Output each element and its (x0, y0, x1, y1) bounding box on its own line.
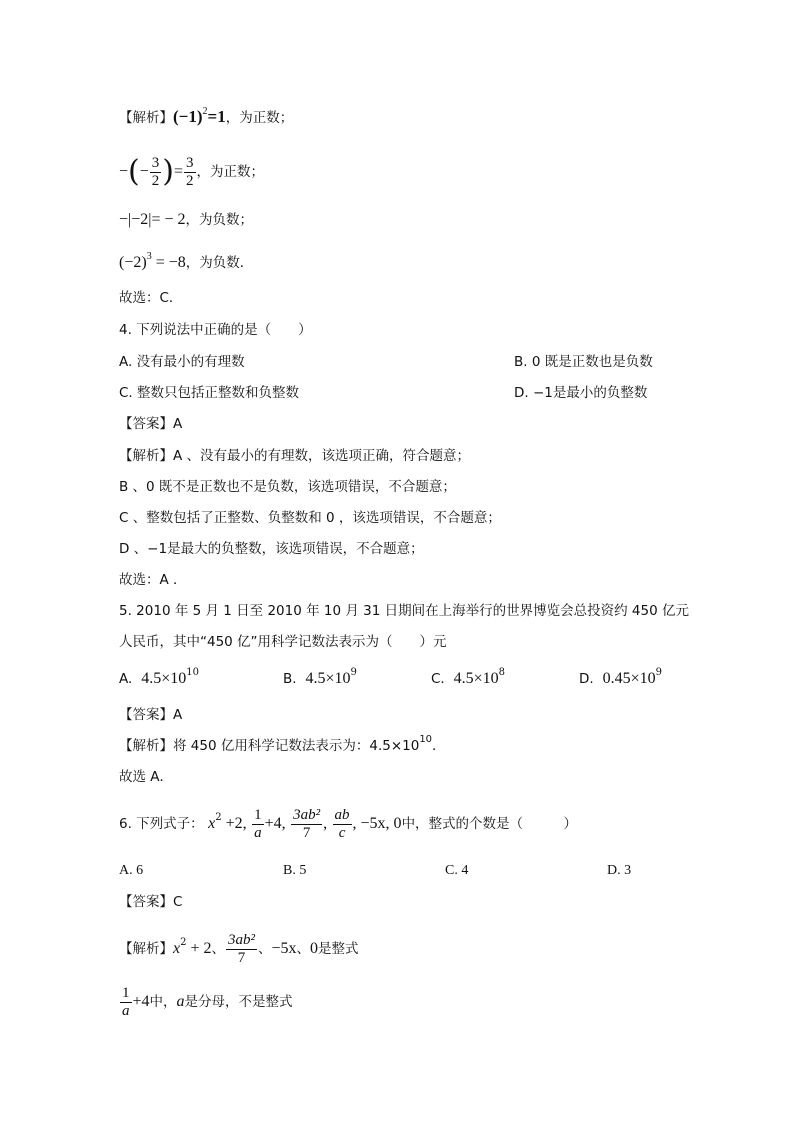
q6-option-c: C. 4 (445, 863, 469, 878)
q5-option-a: A. $4.5\times 10^{10}$ (119, 667, 199, 687)
q5-option-c: C. $4.5\times 10^8$ (431, 667, 506, 687)
math-expr: −|−2|= − 2 (119, 211, 186, 228)
q4-option-d: D. −1是最小的负整数 (514, 385, 648, 401)
q4-answer: 【答案】A (119, 416, 183, 432)
sol3-line2 (119, 155, 264, 189)
fraction: $\frac{\text{3ab²}}{7}$ (293, 806, 321, 841)
q4-jiexi-a: 【解析】A 、没有最小的有理数，该选项正确，符合题意； (119, 448, 471, 464)
math-eq: = (174, 163, 184, 180)
sol3-answer: 故选：C． (119, 290, 183, 306)
q5-jiexi: 【解析】将 450 亿用科学记数法表示为：$4.5\times 10^{10}$． (119, 734, 446, 754)
q4-stem: 4. 下列说法中正确的是（ ） (119, 322, 312, 338)
sol3-l3-text: ，为负数； (185, 212, 253, 228)
q4-option-b: B. 0 既是正数也是负数 (514, 354, 653, 370)
sol3-line3 (119, 210, 253, 230)
math-neg: − (139, 163, 149, 180)
q6-jiexi-line2: $\frac{1}{a}$ +4中，a是分母，不是整式 (122, 984, 293, 1019)
q5-option-d: D. $0.45\times 10^9$ (579, 667, 662, 687)
q4-option-c: C. 整数只包括正整数和负整数 (119, 385, 300, 401)
q4-jiexi-d: D 、−1是最大的负整数，该选项错误，不合题意； (119, 541, 424, 557)
q4-final: 故选：A ． (119, 572, 187, 588)
q5-stem-line1: 5. 2010 年 5 月 1 日至 2010 年 10 月 31 日期间在上海举行的世界博览会总投资约 450 亿元 (119, 603, 689, 619)
paren-open: ( (128, 154, 140, 189)
q4-option-a: A. 没有最小的有理数 (119, 354, 245, 370)
sol3-l1-text: ，为正数； (225, 110, 294, 126)
q5-stem-line2: 人民币，其中“450 亿”用科学记数法表示为（ ）元 (119, 634, 447, 650)
q5-answer: 【答案】A (119, 707, 183, 723)
sol3-line1 (119, 107, 293, 128)
q6-stem: 6. 下列式子： $x^2 +2$, $\frac{1}{a}$ +4, $\frac{\text{3ab²}}{7}$ , $\frac{ab}{c}$ , −5x, 0中，整式的个数是（ ） (119, 806, 578, 841)
q4-jiexi-b: B 、0 既不是正数也不是负数，该选项错误，不合题意； (119, 479, 456, 495)
fraction: $\frac{3}{2}$ (186, 154, 194, 189)
q5-final: 故选 A． (119, 769, 174, 785)
q6-option-a: A. 6 (119, 863, 144, 878)
math-expr: $(-1)^2=1$ (173, 106, 226, 126)
math-expr: $(-2)^3 = -8$ (119, 251, 186, 271)
sol3-l4-text: ，为负数． (185, 255, 254, 271)
sol3-line4 (119, 253, 253, 273)
q6-option-b: B. 5 (283, 863, 307, 878)
fraction: $\frac{3}{2}$ (151, 154, 160, 189)
jiexi-bracket: 【解析】 (119, 110, 173, 126)
fraction: $\frac{1}{a}$ (122, 984, 130, 1019)
q5-option-b: B. $4.5\times 10^9$ (283, 667, 357, 687)
fraction: $\frac{ab}{c}$ (334, 806, 350, 841)
q6-option-d: D. 3 (607, 863, 632, 878)
math-neg: − (119, 163, 129, 180)
fraction: $\frac{1}{a}$ (254, 806, 262, 841)
fraction: $\frac{\text{3ab²}}{7}$ (228, 931, 256, 966)
paren-close: ) (162, 154, 174, 189)
q6-jiexi-line1: 【解析】$x^2 + 2$、 $\frac{\text{3ab²}}{7}$ 、−5x、0是整式 (119, 931, 359, 966)
q6-answer: 【答案】C (119, 894, 183, 910)
q4-jiexi-c: C 、整数包括了正整数、负整数和 0 ，该选项错误，不合题意； (119, 510, 501, 526)
sol3-l2-text: ，为正数； (196, 164, 265, 180)
